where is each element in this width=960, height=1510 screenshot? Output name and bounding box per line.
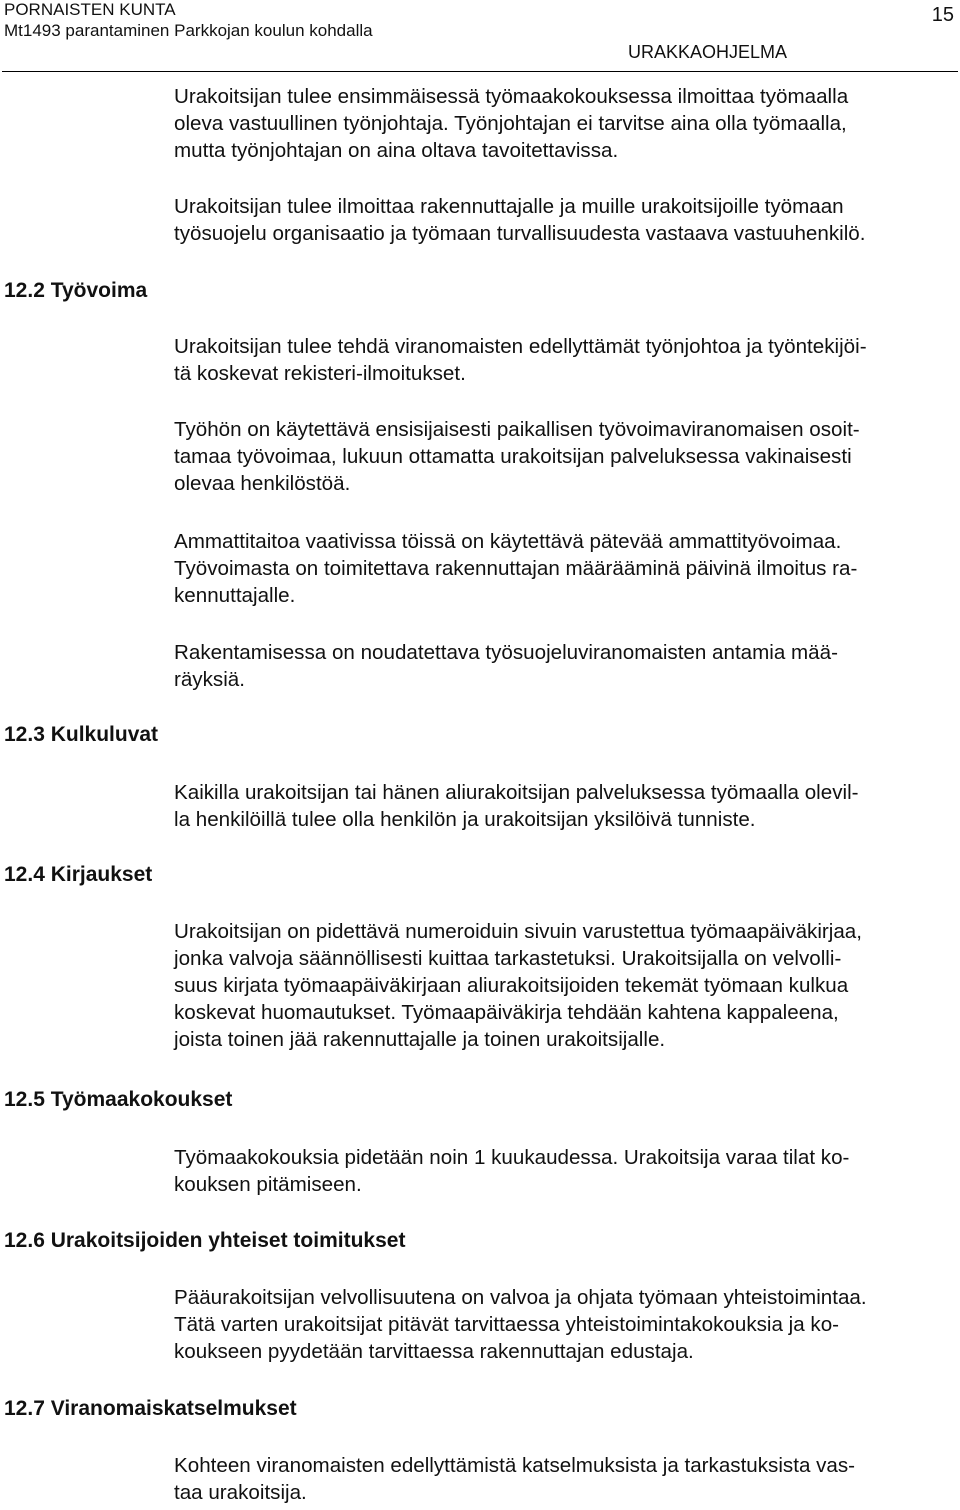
paragraph-line: Pääurakoitsijan velvollisuutena on valvoa ja ohjata työmaan yhteistoimintaa.	[174, 1286, 867, 1309]
paragraph-line: räyksiä.	[174, 668, 245, 691]
header-municipality: PORNAISTEN KUNTA	[4, 0, 176, 19]
paragraph-line: koukseen pyydetään tarvittaessa rakennuttajan edustaja.	[174, 1340, 694, 1363]
header-divider	[2, 71, 958, 72]
section-heading-12-2: 12.2 Työvoima	[4, 279, 148, 302]
page-number: 15	[931, 4, 954, 26]
paragraph-line: Rakentamisessa on noudatettava työsuojeluviranomaisten antamia mää-	[174, 641, 838, 664]
paragraph-joint-operations	[174, 1284, 958, 1365]
section-heading-12-6: 12.6 Urakoitsijoiden yhteiset toimitukset	[4, 1229, 406, 1252]
paragraph-site-diary	[174, 918, 958, 1053]
paragraph-authority-inspections	[174, 1452, 958, 1506]
section-heading-12-7: 12.7 Viranomaiskatselmukset	[4, 1397, 297, 1420]
paragraph-line: Tätä varten urakoitsijat pitävät tarvittaessa yhteistoimintakokouksia ja ko-	[174, 1313, 840, 1336]
paragraph-line: Urakoitsijan tulee ensimmäisessä työmaakokouksessa ilmoittaa työmaalla	[174, 85, 849, 108]
section-heading-12-4: 12.4 Kirjaukset	[4, 863, 153, 886]
paragraph-skilled-workforce	[174, 528, 958, 609]
paragraph-line: Urakoitsijan tulee tehdä viranomaisten edellyttämät työnjohtoa ja työntekijöi-	[174, 335, 867, 358]
paragraph-line: Työhön on käytettävä ensisijaisesti paikallisen työvoimaviranomaisen osoit-	[174, 418, 860, 441]
paragraph-line: Ammattitaitoa vaativissa töissä on käytettävä pätevää ammattityövoimaa.	[174, 530, 842, 553]
paragraph-site-meetings	[174, 1144, 958, 1198]
paragraph-line: Työmaakokouksia pidetään noin 1 kuukaudessa. Urakoitsija varaa tilat ko-	[174, 1146, 850, 1169]
paragraph-identification	[174, 779, 958, 833]
paragraph-line: kennuttajalle.	[174, 584, 296, 607]
paragraph-line: joista toinen jää rakennuttajalle ja toinen urakoitsijalle.	[174, 1028, 666, 1051]
paragraph-local-workforce	[174, 416, 958, 497]
paragraph-line: työsuojelu organisaatio ja työmaan turvallisuudesta vastaava vastuuhenkilö.	[174, 222, 866, 245]
section-heading-12-5: 12.5 Työmaakokoukset	[4, 1088, 233, 1111]
section-heading-12-3: 12.3 Kulkuluvat	[4, 723, 159, 746]
header-project: Mt1493 parantaminen Parkkojan koulun kohdalla	[4, 21, 373, 40]
paragraph-line: taa urakoitsija.	[174, 1481, 307, 1504]
paragraph-line: tä koskevat rekisteri-ilmoitukset.	[174, 362, 466, 385]
paragraph-line: oleva vastuullinen työnjohtaja. Työnjohtajan ei tarvitse aina olla työmaalla,	[174, 112, 847, 135]
paragraph-line: olevaa henkilöstöä.	[174, 472, 351, 495]
paragraph-line: Kaikilla urakoitsijan tai hänen aliurakoitsijan palveluksessa työmaalla olevil-	[174, 781, 859, 804]
paragraph-line: koskevat huomautukset. Työmaapäiväkirja tehdään kahtena kappaleena,	[174, 1001, 839, 1024]
paragraph-line: Kohteen viranomaisten edellyttämistä katselmuksista ja tarkastuksista vas-	[174, 1454, 856, 1477]
paragraph-line: jonka valvoja säännöllisesti kuittaa tarkastetuksi. Urakoitsijalla on velvolli-	[174, 947, 842, 970]
paragraph-line: Urakoitsijan on pidettävä numeroiduin sivuin varustettua työmaapäiväkirjaa,	[174, 920, 862, 943]
header-doc-title: URAKKAOHJELMA	[628, 42, 788, 62]
paragraph-line: mutta työnjohtajan on aina oltava tavoitettavissa.	[174, 139, 619, 162]
paragraph-line: tamaa työvoimaa, lukuun ottamatta urakoitsijan palveluksessa vakinaisesti	[174, 445, 852, 468]
paragraph-line: suus kirjata työmaapäiväkirjaan aliurakoitsijoiden tekemät työmaan kulkua	[174, 974, 849, 997]
paragraph-line: Työvoimasta on toimitettava rakennuttajan määrääminä päivinä ilmoitus ra-	[174, 557, 858, 580]
paragraph-line: la henkilöillä tulee olla henkilön ja urakoitsijan yksilöivä tunniste.	[174, 808, 756, 831]
paragraph-line: kouksen pitämiseen.	[174, 1173, 362, 1196]
paragraph-safety-regulations	[174, 639, 958, 693]
paragraph-registry-notices	[174, 333, 958, 387]
paragraph-site-manager	[174, 83, 958, 164]
paragraph-safety-organisation	[174, 193, 958, 247]
paragraph-line: Urakoitsijan tulee ilmoittaa rakennuttajalle ja muille urakoitsijoille työmaan	[174, 195, 844, 218]
